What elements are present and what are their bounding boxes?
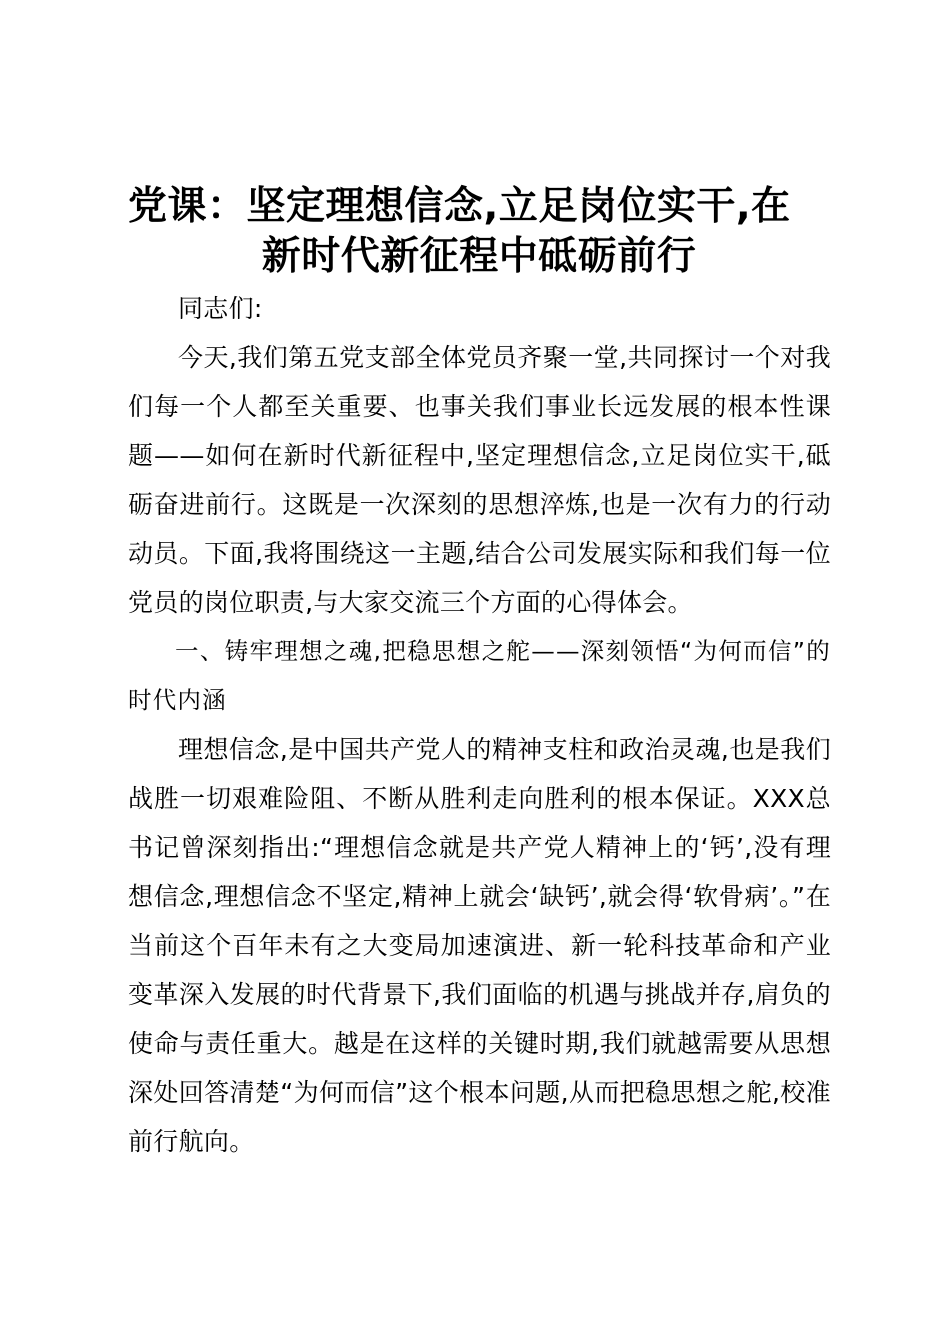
section-heading: 一、铸牢理想之魂,把稳思想之舵——深刻领悟“为何而信”的时代内涵 bbox=[128, 637, 831, 714]
intro-paragraph: 今天,我们第五党支部全体党员齐聚一堂,共同探讨一个对我们每一个人都至关重要、也事关我们事业长远发展的根本性课题——如何在新时代新征程中,坚定理想信念,立足岗位实干,砥砺奋进前行。这既是一次深刻的思想淬炼,也是一次有力的行动动员。下面,我将围绕这一主题,结合公司发展实际和我们每一位党员的岗位职责,与大家交流三个方面的心得体会。 bbox=[128, 343, 831, 617]
document-title bbox=[128, 182, 830, 282]
section-paragraph: 理想信念,是中国共产党人的精神支柱和政治灵魂,也是我们战胜一切艰难险阻、不断从胜利走向胜利的根本保证。XXX总书记曾深刻指出:“理想信念就是共产党人精神上的‘钙’,没有理想信念,理想信念不坚定,精神上就会‘缺钙’,就会得‘软骨病’。”在当前这个百年未有之大变局加速演进、新一轮科技革命和产业变革深入发展的时代背景下,我们面临的机遇与挑战并存,肩负的使命与责任重大。越是在这样的关键时期,我们就越需要从思想深处回答清楚“为何而信”这个根本问题,从而把稳思想之舵,校准前行航向。 bbox=[128, 735, 831, 1156]
title-line-1: 党课：坚定理想信念,立足岗位实干,在 bbox=[128, 184, 791, 229]
document-body bbox=[128, 284, 831, 1166]
salutation: 同志们: bbox=[178, 294, 263, 323]
title-line-2: 新时代新征程中砥砺前行 bbox=[261, 234, 697, 279]
